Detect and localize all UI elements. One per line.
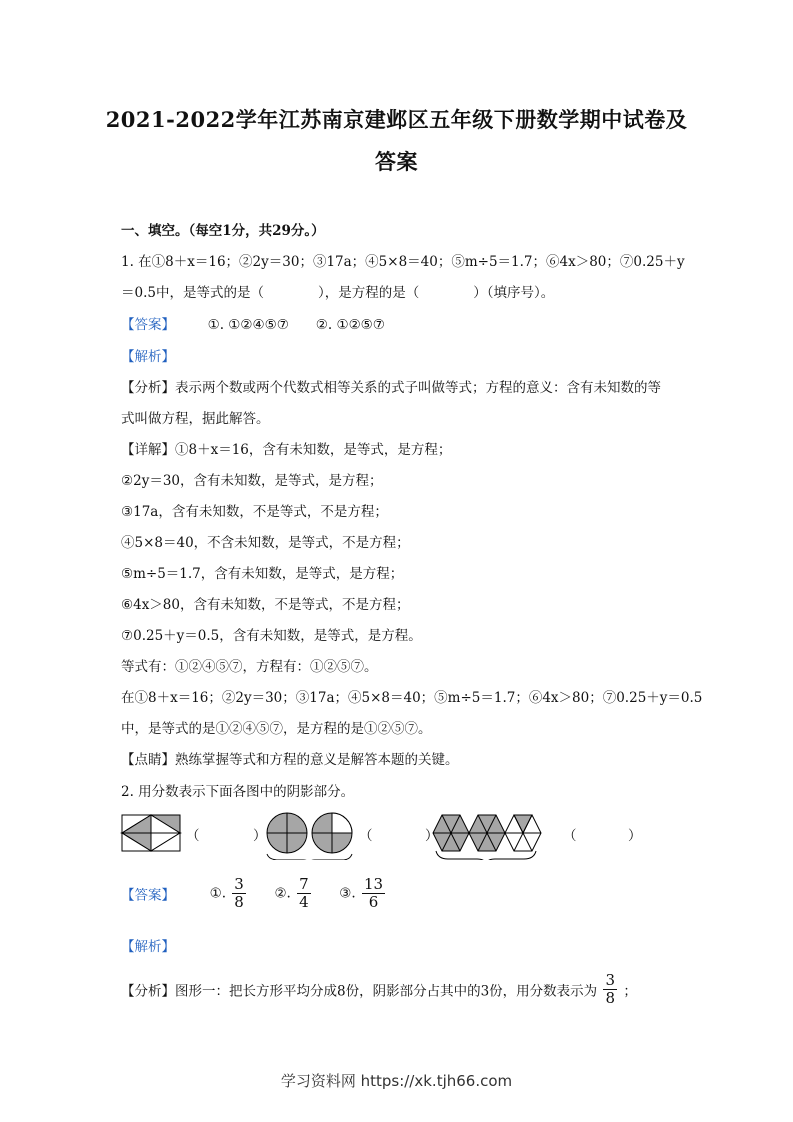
q1-detail-line: ④5×8＝40，不含未知数，是等式，不是方程； bbox=[121, 535, 410, 551]
q1-answer bbox=[121, 313, 385, 333]
numerator: 13 bbox=[363, 875, 384, 893]
blank-paren-left: （ bbox=[186, 828, 200, 844]
fraction bbox=[297, 876, 311, 911]
q2-jiexi-tag: 【解析】 bbox=[121, 939, 175, 955]
numerator: 3 bbox=[605, 971, 616, 989]
q1-line-2: ＝0.5中，是等式的是（ ），是方程的是（ ）（填序号）。 bbox=[121, 285, 555, 301]
circles-figure bbox=[267, 813, 352, 860]
numerator: 7 bbox=[299, 875, 309, 893]
q1-detail-line: ⑥4x＞80，含有未知数，不是等式，不是方程； bbox=[121, 597, 410, 613]
q1-detail-line: 【详解】①8＋x＝16，含有未知数，是等式，是方程； bbox=[121, 442, 452, 458]
hexagons-figure bbox=[433, 815, 541, 860]
q1-detail-line: ⑦0.25＋y＝0.5，含有未知数，是等式，是方程。 bbox=[121, 628, 422, 644]
q1-detail-line: 中，是等式的是①②④⑤⑦，是方程的是①②⑤⑦。 bbox=[121, 721, 432, 737]
q2-stem: 2. 用分数表示下面各图中的阴影部分。 bbox=[121, 784, 355, 800]
blank-paren-right: ） bbox=[425, 828, 439, 844]
footer-watermark: 学习资料网 https://xk.tjh66.com bbox=[280, 1072, 513, 1090]
q2-analysis bbox=[121, 972, 637, 1007]
q1-analysis-1: 【分析】表示两个数或两个代数式相等关系的式子叫做等式；方程的意义：含有未知数的等 bbox=[121, 380, 661, 396]
q2-analysis-end: ； bbox=[623, 983, 637, 1000]
fraction bbox=[603, 972, 617, 1007]
blank-paren-left: （ bbox=[563, 828, 577, 844]
q1-detail-line: ②2y＝30，含有未知数，是等式，是方程； bbox=[121, 473, 383, 489]
blank-paren-left: （ bbox=[359, 828, 373, 844]
fraction bbox=[232, 876, 246, 911]
q1-line-1: 1. 在①8＋x＝16；②2y＝30；③17a；④5×8＝40；⑤m÷5＝1.7；⑥4x＞80；⑦0.25＋y bbox=[121, 254, 685, 270]
denominator: 8 bbox=[605, 989, 616, 1007]
section-heading: 一、填空。（每空1分，共29分。） bbox=[121, 223, 325, 239]
title-line-2: 答案 bbox=[375, 149, 418, 174]
denominator: 4 bbox=[299, 893, 309, 911]
answer-tag: 【答案】 bbox=[121, 887, 175, 904]
q1-answer-text: ①. ①②④⑤⑦ ②. ①②⑤⑦ bbox=[207, 317, 385, 333]
answer-tag: 【答案】 bbox=[121, 317, 175, 333]
q1-analysis-2: 式叫做方程，据此解答。 bbox=[121, 411, 270, 427]
q2-analysis-text: 【分析】图形一：把长方形平均分成8份，阴影部分占其中的3份，用分数表示为 bbox=[121, 983, 598, 1000]
title-line-1: 2021-2022学年江苏南京建邺区五年级下册数学期中试卷及 bbox=[105, 107, 688, 132]
q1-detail-line: 在①8＋x＝16；②2y＝30；③17a；④5×8＝40；⑤m÷5＝1.7；⑥4x＞80；⑦0.25＋y＝0.5 bbox=[121, 690, 703, 706]
q1-detail-line: 等式有：①②④⑤⑦，方程有：①②⑤⑦。 bbox=[121, 659, 378, 675]
denominator: 6 bbox=[368, 893, 379, 911]
numerator: 3 bbox=[234, 875, 244, 893]
fraction bbox=[362, 876, 385, 911]
answer-label: ③. bbox=[339, 885, 356, 902]
answer-label: ①. bbox=[209, 885, 226, 902]
q1-dianjing: 【点睛】熟练掌握等式和方程的意义是解答本题的关键。 bbox=[121, 752, 459, 768]
q1-jiexi-tag: 【解析】 bbox=[121, 349, 175, 365]
rectangle-figure bbox=[122, 815, 180, 851]
blank-paren-right: ） bbox=[628, 828, 642, 844]
q2-answer bbox=[121, 876, 387, 911]
q1-detail-line: ⑤m÷5＝1.7，含有未知数，是等式，是方程； bbox=[121, 566, 404, 582]
q1-detail-line: ③17a，含有未知数，不是等式，不是方程； bbox=[121, 504, 388, 520]
denominator: 8 bbox=[234, 893, 244, 911]
answer-label: ②. bbox=[274, 885, 291, 902]
blank-paren-right: ） bbox=[253, 828, 267, 844]
